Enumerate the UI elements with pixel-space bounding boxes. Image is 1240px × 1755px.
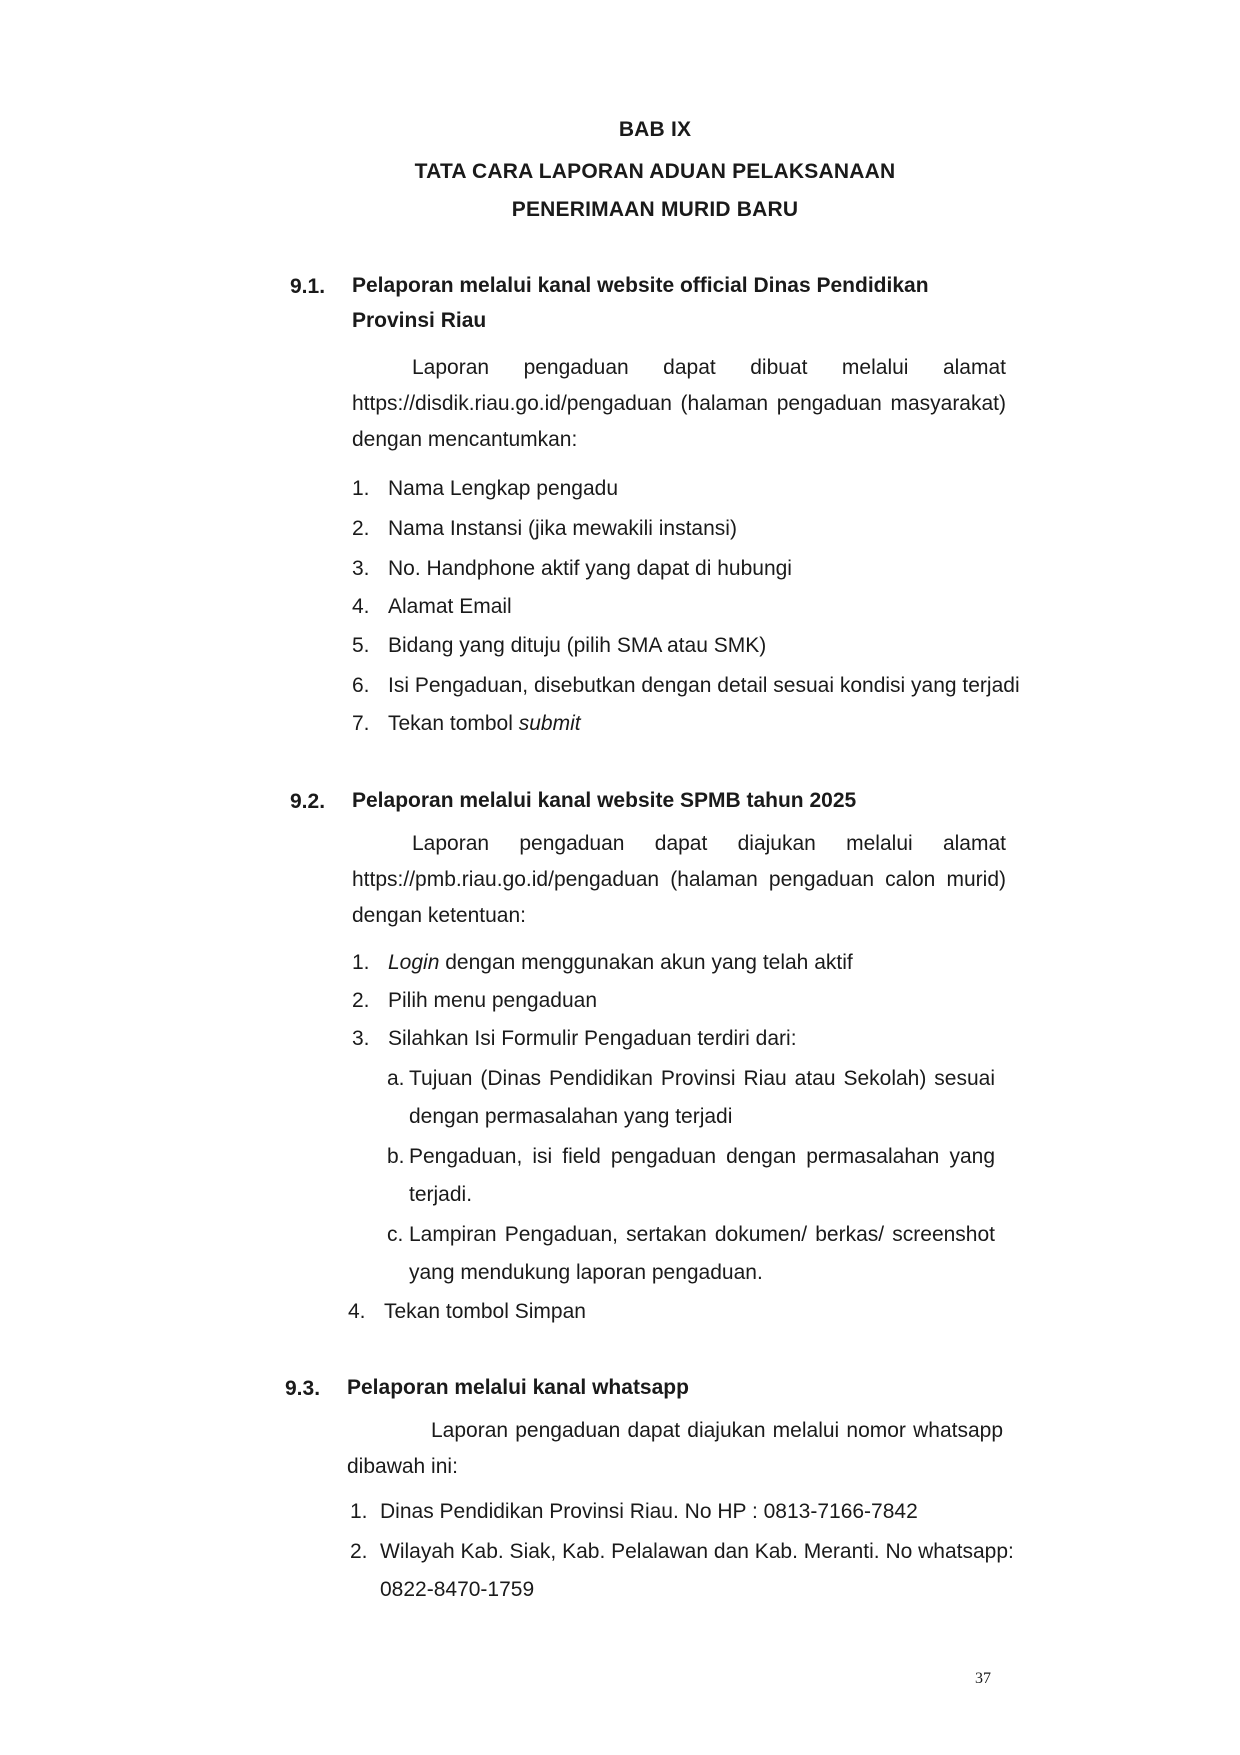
list-number: 3. <box>352 1027 370 1050</box>
chapter-title-line2: PENERIMAAN MURID BARU <box>511 198 799 221</box>
list-number: 6. <box>352 674 370 697</box>
list-number: 2. <box>352 517 370 540</box>
list-text-italic: submit <box>518 712 581 735</box>
section-intro-text: Laporan pengaduan dapat diajukan melalui nomor whatsapp dibawah ini: <box>347 1419 1003 1478</box>
list-text: Isi Pengaduan, disebutkan dengan detail sesuai kondisi yang terjadi <box>388 674 1020 697</box>
list-number: 4. <box>352 595 370 618</box>
sub-list-letter: c. <box>387 1223 404 1246</box>
list-number: 2. <box>350 1540 368 1563</box>
list-text: No. Handphone aktif yang dapat di hubungi <box>388 557 792 580</box>
page-number: 37 <box>975 1670 991 1687</box>
section-intro <box>352 826 1006 934</box>
sub-list-letter: b. <box>387 1145 405 1168</box>
section-intro-text: Laporan pengaduan dapat diajukan melalui alamat https://pmb.riau.go.id/pengaduan (halaman pengaduan calon murid) dengan ketentuan: <box>352 832 1006 927</box>
list-number: 1. <box>352 477 370 500</box>
section-intro <box>347 1413 1003 1485</box>
list-text <box>388 707 581 741</box>
list-text-plain: dengan menggunakan akun yang telah aktif <box>439 951 853 974</box>
section-number: 9.1. <box>290 275 326 298</box>
list-number: 2. <box>352 989 370 1012</box>
list-text-italic: Login <box>388 951 440 974</box>
list-text: Bidang yang dituju (pilih SMA atau SMK) <box>388 634 767 657</box>
list-number: 1. <box>350 1500 368 1523</box>
list-text-plain: Tekan tombol <box>388 712 519 735</box>
list-text: Wilayah Kab. Siak, Kab. Pelalawan dan Kab. Meranti. No whatsapp: <box>380 1540 1014 1563</box>
sub-list-letter: a. <box>387 1067 405 1090</box>
list-text: Nama Lengkap pengadu <box>388 477 619 500</box>
list-text: Pilih menu pengaduan <box>388 989 597 1012</box>
list-text: Nama Instansi (jika mewakili instansi) <box>388 517 737 540</box>
sub-list-text: Tujuan (Dinas Pendidikan Provinsi Riau atau Sekolah) sesuai dengan permasalahan yang terjadi <box>409 1067 995 1128</box>
list-text <box>388 946 853 980</box>
list-number: 1. <box>352 951 370 974</box>
list-text: Silahkan Isi Formulir Pengaduan terdiri dari: <box>388 1027 797 1050</box>
sub-list-text: Pengaduan, isi field pengaduan dengan permasalahan yang terjadi. <box>409 1145 995 1206</box>
list-text: Alamat Email <box>388 595 512 618</box>
section-number: 9.2. <box>290 790 326 813</box>
list-number: 3. <box>352 557 370 580</box>
section-title: Pelaporan melalui kanal website official Dinas Pendidikan Provinsi Riau <box>352 274 929 332</box>
list-text: Tekan tombol Simpan <box>384 1300 586 1323</box>
list-text: 0822-8470-1759 <box>380 1578 535 1601</box>
section-intro-text: Laporan pengaduan dapat dibuat melalui alamat https://disdik.riau.go.id/pengaduan (halaman pengaduan masyarakat) dengan mencantumkan: <box>352 356 1006 451</box>
list-number: 7. <box>352 712 370 735</box>
section-title: Pelaporan melalui kanal whatsapp <box>347 1376 689 1399</box>
list-number: 4. <box>348 1300 366 1323</box>
section-intro <box>352 350 1006 458</box>
list-text: Dinas Pendidikan Provinsi Riau. No HP : 0813-7166-7842 <box>380 1500 918 1523</box>
section-number: 9.3. <box>285 1377 321 1400</box>
sub-list-text: Lampiran Pengaduan, sertakan dokumen/ berkas/ screenshot yang mendukung laporan pengaduan. <box>409 1223 995 1284</box>
chapter-label: BAB IX <box>618 118 692 141</box>
section-title: Pelaporan melalui kanal website SPMB tahun 2025 <box>352 789 857 812</box>
chapter-title-line1: TATA CARA LAPORAN ADUAN PELAKSANAAN <box>414 160 896 183</box>
list-number: 5. <box>352 634 370 657</box>
